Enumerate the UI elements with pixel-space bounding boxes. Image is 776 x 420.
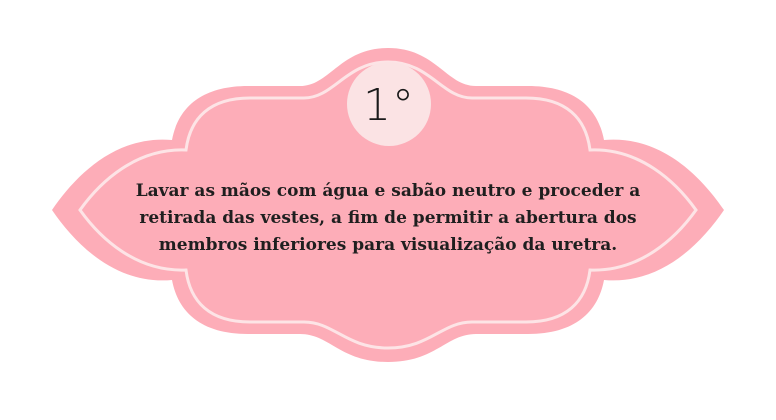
instruction-text: Lavar as mãos com água e sabão neutro e proceder a retirada das vestes, a fim de permitir a abertura dos membros inferiores para visualização da uretra. <box>135 181 641 255</box>
step-badge <box>347 62 431 146</box>
step-number: 1° <box>363 80 415 131</box>
